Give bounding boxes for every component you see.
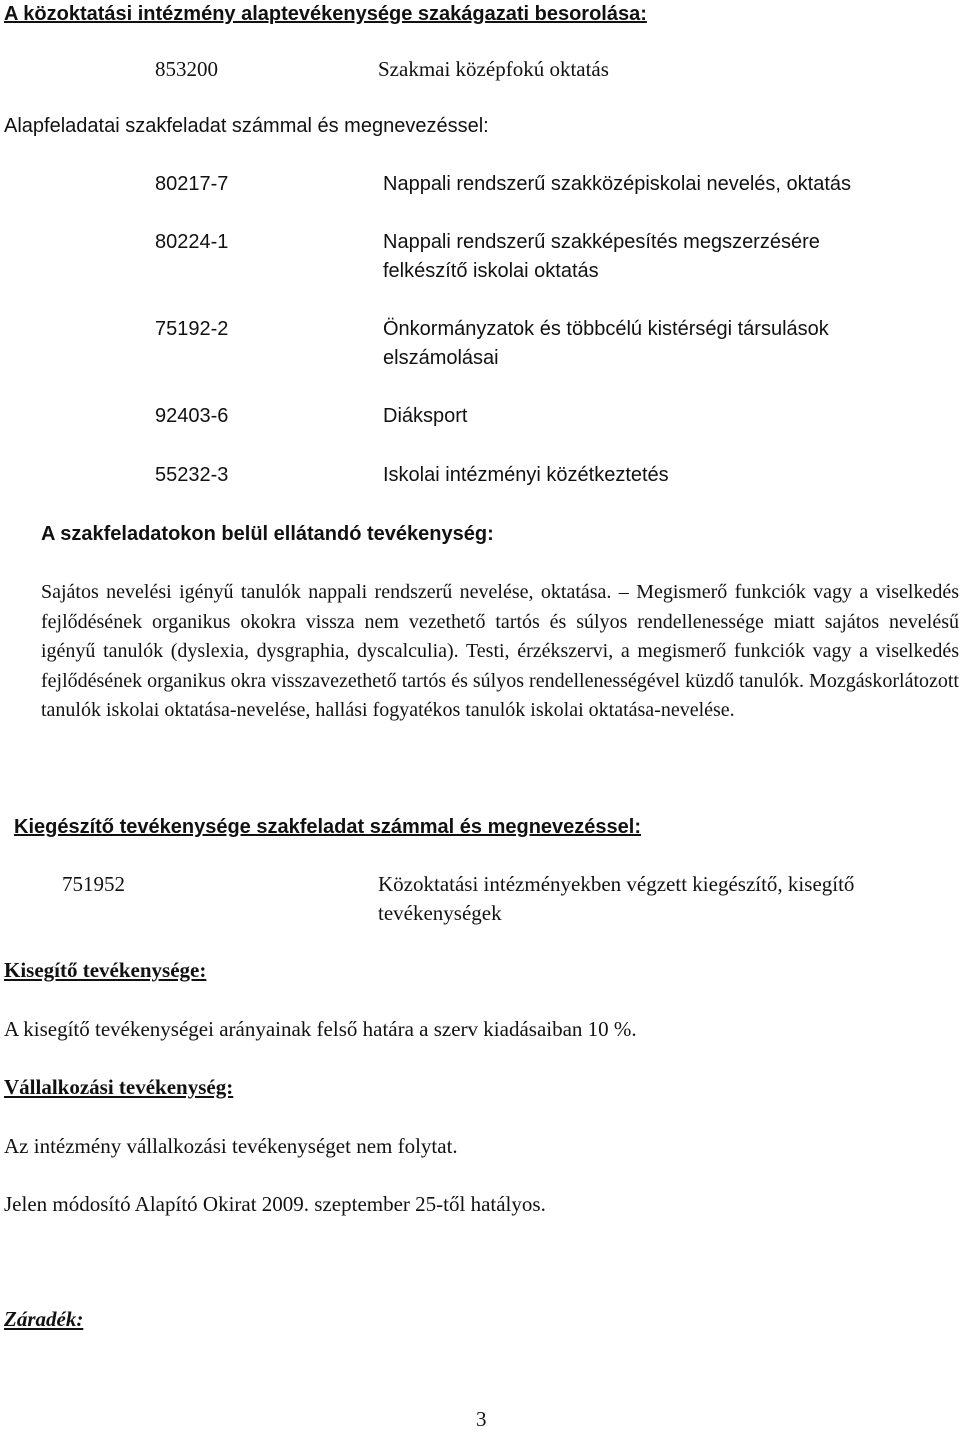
- task-code: 80217-7: [155, 173, 229, 195]
- auxiliary-text: A kisegítő tevékenységei arányainak felső határa a szerv kiadásaiban 10 %.: [4, 1017, 637, 1041]
- auxiliary-heading: Kisegítő tevékenysége:: [4, 958, 207, 982]
- business-heading: Vállalkozási tevékenység:: [4, 1075, 234, 1099]
- task-code: 92403-6: [155, 405, 229, 427]
- task-name: Diáksport: [383, 405, 468, 427]
- classification-heading: A közoktatási intézmény alaptevékenysége szakágazati besorolása:: [4, 3, 647, 25]
- supplementary-code: 751952: [62, 872, 125, 896]
- task-name: Iskolai intézményi közétkeztetés: [383, 464, 669, 486]
- effective-date-text: Jelen módosító Alapító Okirat 2009. szeptember 25-től hatályos.: [4, 1192, 546, 1216]
- basic-tasks-heading: Alapfeladatai szakfeladat számmal és megnevezéssel:: [4, 115, 489, 137]
- within-tasks-heading: A szakfeladatokon belül ellátandó tevékenység:: [41, 523, 494, 545]
- classification-code: 853200: [155, 57, 218, 81]
- task-name: Nappali rendszerű szakképesítés megszerzésére felkészítő iskolai oktatás: [383, 231, 820, 282]
- task-code: 55232-3: [155, 464, 229, 486]
- within-tasks-paragraph: [41, 578, 959, 726]
- classification-name: Szakmai középfokú oktatás: [378, 57, 609, 81]
- task-name: Önkormányzatok és többcélú kistérségi társulások elszámolásai: [383, 318, 829, 369]
- clause-heading: Záradék:: [4, 1307, 84, 1331]
- page-number: 3: [476, 1407, 487, 1431]
- paragraph-text: Sajátos nevelési igényű tanulók nappali rendszerű nevelése, oktatása. – Megismerő funkciók vagy a viselkedés fejlődésének organikus okokra vissza nem vezethető tartós és súlyos rendellenessége miatt sajátos nevelésű igényű tanulók (dyslexia, dysgraphia, dyscalculia). Testi, érzékszervi, a megismerő funkciók vagy a viselkedés fejlődésének organikus okra visszavezethető tartós és súlyos rendellenességével küzdő tanulók. Mozgáskorlátozott tanulók iskolai oktatása-nevelése, hallási fogyatékos tanulók iskolai oktatása-nevelése.: [41, 581, 959, 721]
- task-name: Nappali rendszerű szakközépiskolai nevelés, oktatás: [383, 173, 852, 195]
- business-text: Az intézmény vállalkozási tevékenységet nem folytat.: [4, 1134, 458, 1158]
- supplementary-name: Közoktatási intézményekben végzett kiegészítő, kisegítő tevékenységek: [378, 872, 855, 925]
- task-code: 80224-1: [155, 231, 229, 253]
- task-code: 75192-2: [155, 318, 229, 340]
- supplementary-heading: Kiegészítő tevékenysége szakfeladat számmal és megnevezéssel:: [14, 816, 641, 838]
